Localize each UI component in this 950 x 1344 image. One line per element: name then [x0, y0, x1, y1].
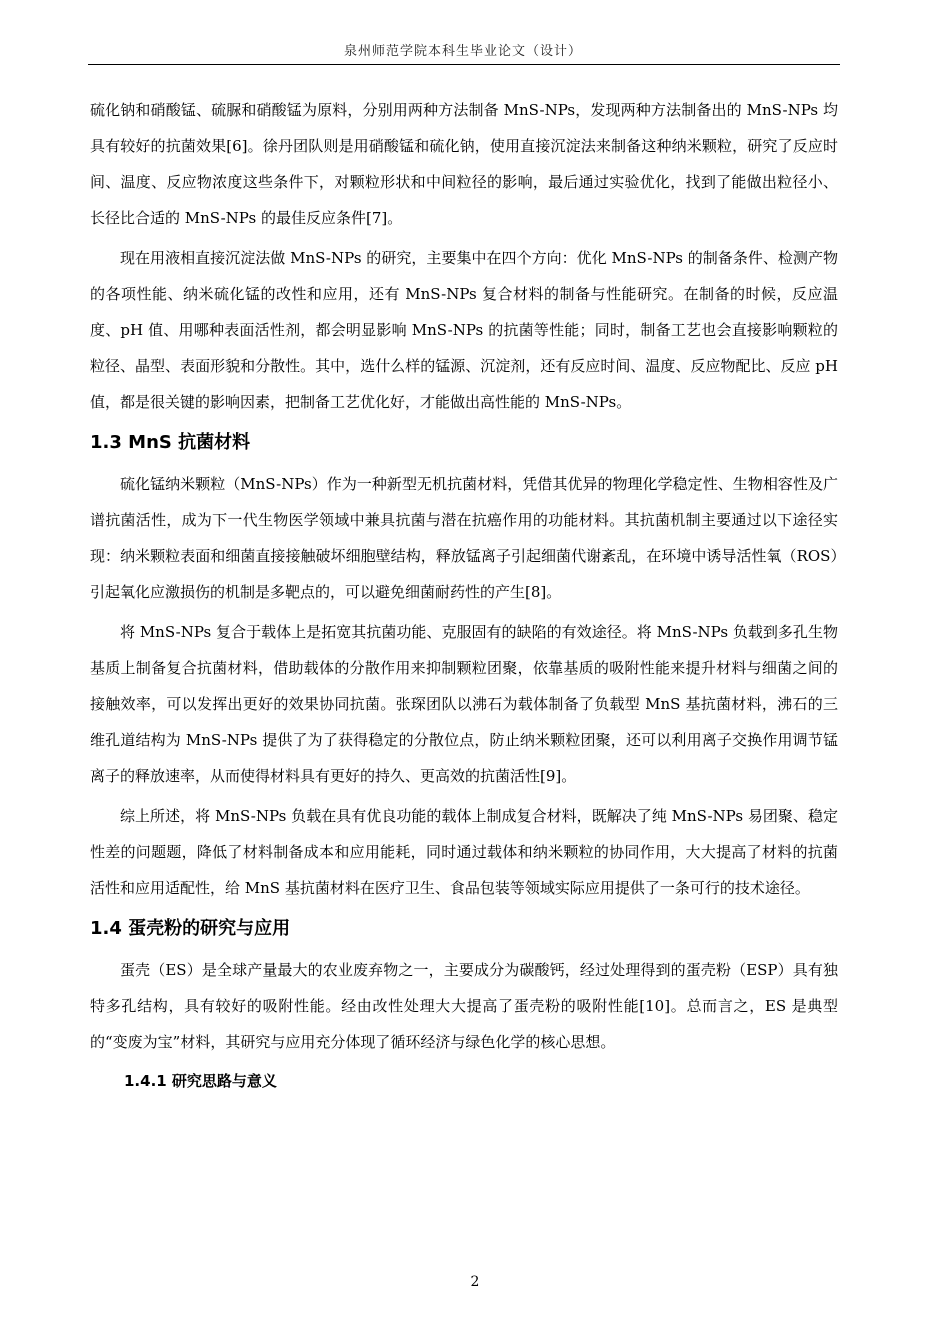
paragraph-mns-nanoparticles: 硫化锰纳米颗粒（MnS-NPs）作为一种新型无机抗菌材料，凭借其优异的物理化学稳定性、生物相容性及广谱抗菌活性，成为下一代生物医学领域中兼具抗菌与潜在抗癌作用的功能材料。其抗菌机制主要通过以下途径实现：纳米颗粒表面和细菌直接接触破坏细胞壁结构，释放锰离子引起细菌代谢紊乱，在环境中诱导活性氧（ROS）引起氧化应激损伤的机制是多靶点的，可以避免细菌耐药性的产生[8]。 [90, 475, 838, 601]
section-heading-1-3: 1.3 MnS 抗菌材料 [90, 432, 251, 453]
page-header-title: 泉州师范学院本科生毕业论文（设计） [343, 44, 582, 59]
paragraph-summary: 综上所述，将 MnS-NPs 负载在具有优良功能的载体上制成复合材料，既解决了纯 MnS-NPs 易团聚、稳定性差的问题题，降低了材料制备成本和应用能耗，同时通过载体和纳米颗粒的协同作用，大大提高了材料的抗菌活性和应用适配性，给 MnS 基抗菌材料在医疗卫生、食品包装等领域实际应用提供了一条可行的技术途径。 [90, 807, 838, 897]
page-number: 2 [470, 1274, 480, 1290]
paragraph-eggshell: 蛋壳（ES）是全球产量最大的农业废弃物之一，主要成分为碳酸钙，经过处理得到的蛋壳粉（ESP）具有独特多孔结构，具有较好的吸附性能。经由改性处理大大提高了蛋壳粉的吸附性能[10]。总而言之，ES 是典型的“变废为宝”材料，其研究与应用充分体现了循环经济与绿色化学的核心思想。 [90, 961, 838, 1051]
subsection-heading-1-4-1: 1.4.1 研究思路与意义 [124, 1072, 277, 1090]
paragraph-continuation: 硫化钠和硝酸锰、硫脲和硝酸锰为原料，分别用两种方法制备 MnS-NPs，发现两种方法制备出的 MnS-NPs 均具有较好的抗菌效果[6]。徐丹团队则是用硝酸锰和硫化钠，使用直接沉淀法来制备这种纳米颗粒，研究了反应时间、温度、反应物浓度这些条件下，对颗粒形状和中间粒径的影响，最后通过实验优化，找到了能做出粒径小、长径比合适的 MnS-NPs 的最佳反应条件[7]。 [90, 101, 838, 227]
document-body [90, 92, 838, 1098]
paragraph-composite-carrier: 将 MnS-NPs 复合于载体上是拓宽其抗菌功能、克服固有的缺陷的有效途径。将 MnS-NPs 负载到多孔生物基质上制备复合抗菌材料，借助载体的分散作用来抑制颗粒团聚，依靠基质的吸附性能来提升材料与细菌之间的接触效率，可以发挥出更好的效果协同抗菌。张琛团队以沸石为载体制备了负载型 MnS 基抗菌材料，沸石的三维孔道结构为 MnS-NPs 提供了为了获得稳定的分散位点，防止纳米颗粒团聚，还可以利用离子交换作用调节锰离子的释放速率，从而使得材料具有更好的持久、更高效的抗菌活性[9]。 [90, 623, 838, 785]
paragraph-liquid-precipitation: 现在用液相直接沉淀法做 MnS-NPs 的研究，主要集中在四个方向：优化 MnS-NPs 的制备条件、检测产物的各项性能、纳米硫化锰的改性和应用，还有 MnS-NPs 复合材料的制备与性能研究。在制备的时候，反应温度、pH 值、用哪种表面活性剂，都会明显影响 MnS-NPs 的抗菌等性能；同时，制备工艺也会直接影响颗粒的粒径、晶型、表面形貌和分散性。其中，选什么样的锰源、沉淀剂，还有反应时间、温度、反应物配比、反应 pH 值，都是很关键的影响因素，把制备工艺优化好，才能做出高性能的 MnS-NPs。 [90, 249, 838, 411]
section-heading-1-4: 1.4 蛋壳粉的研究与应用 [90, 918, 291, 939]
header-divider [88, 64, 840, 65]
